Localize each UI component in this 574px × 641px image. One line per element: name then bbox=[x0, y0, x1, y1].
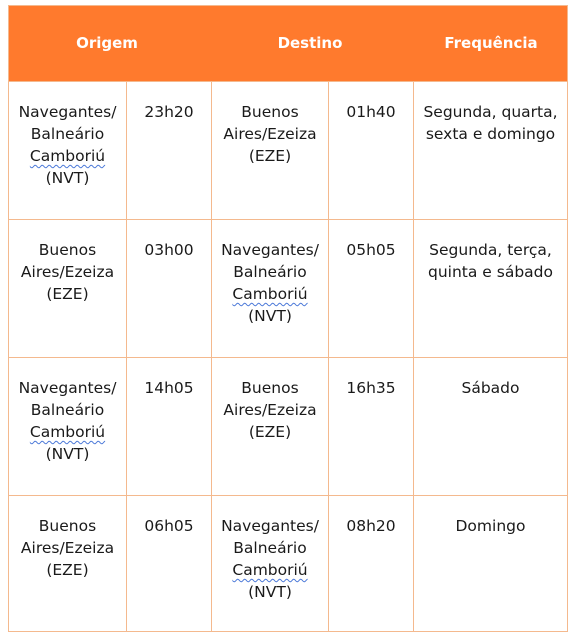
origin-cell bbox=[9, 358, 126, 495]
destination-cell bbox=[211, 358, 328, 495]
table-row bbox=[9, 81, 567, 219]
origin-line: Buenos bbox=[38, 241, 97, 259]
destination-line: Camboriú bbox=[232, 561, 308, 579]
origin-line: Navegantes/ bbox=[18, 379, 117, 397]
header-frequencia: Frequência bbox=[444, 34, 538, 52]
destination-line: (NVT) bbox=[248, 307, 292, 325]
departure-time-cell: 06h05 bbox=[126, 496, 211, 631]
destination-line: Aires/Ezeiza bbox=[223, 125, 317, 143]
destination-line: Camboriú bbox=[232, 285, 308, 303]
destination-line: (EZE) bbox=[248, 147, 292, 165]
header-origem: Origem bbox=[76, 34, 138, 52]
origin-line: Aires/Ezeiza bbox=[20, 263, 115, 281]
origin-line: Navegantes/ bbox=[18, 103, 117, 121]
destination-cell bbox=[211, 82, 328, 219]
frequency-line: Segunda, terça, bbox=[429, 241, 552, 259]
flight-schedule-table bbox=[8, 5, 568, 632]
arrival-time-cell: 01h40 bbox=[328, 82, 413, 219]
header-destino: Destino bbox=[277, 34, 343, 52]
frequency-cell bbox=[413, 496, 567, 631]
origin-line: (NVT) bbox=[45, 169, 90, 187]
origin-line: Camboriú bbox=[29, 423, 106, 441]
frequency-cell bbox=[413, 358, 567, 495]
origin-line: (EZE) bbox=[46, 561, 89, 579]
frequency-line: sexta e domingo bbox=[425, 125, 556, 143]
destination-line: Buenos bbox=[241, 103, 299, 121]
origin-cell bbox=[9, 220, 126, 357]
departure-time-cell: 23h20 bbox=[126, 82, 211, 219]
destination-line: Navegantes/ bbox=[221, 517, 319, 535]
frequency-line: Sábado bbox=[461, 379, 520, 397]
destination-line: (NVT) bbox=[248, 583, 292, 601]
table-row bbox=[9, 495, 567, 631]
destination-line: Balneário bbox=[233, 539, 307, 557]
destination-line: Navegantes/ bbox=[221, 241, 319, 259]
destination-cell bbox=[211, 220, 328, 357]
origin-cell bbox=[9, 496, 126, 631]
destination-line: (EZE) bbox=[248, 423, 292, 441]
destination-line: Buenos bbox=[241, 379, 299, 397]
arrival-time-cell: 08h20 bbox=[328, 496, 413, 631]
table-row bbox=[9, 219, 567, 357]
origin-line: Buenos bbox=[38, 517, 97, 535]
origin-line: (EZE) bbox=[46, 285, 89, 303]
destination-line: Aires/Ezeiza bbox=[223, 401, 317, 419]
frequency-line: quinta e sábado bbox=[428, 263, 553, 281]
frequency-cell bbox=[413, 220, 567, 357]
arrival-time-cell: 05h05 bbox=[328, 220, 413, 357]
destination-line: Balneário bbox=[233, 263, 307, 281]
origin-line: Balneário bbox=[30, 125, 105, 143]
origin-line: Camboriú bbox=[29, 147, 106, 165]
frequency-line: Segunda, quarta, bbox=[423, 103, 558, 121]
origin-line: Balneário bbox=[30, 401, 105, 419]
table-row bbox=[9, 357, 567, 495]
arrival-time-cell: 16h35 bbox=[328, 358, 413, 495]
origin-cell bbox=[9, 82, 126, 219]
frequency-line: Domingo bbox=[455, 517, 526, 535]
table-header bbox=[9, 6, 567, 81]
departure-time-cell: 03h00 bbox=[126, 220, 211, 357]
origin-line: Aires/Ezeiza bbox=[20, 539, 115, 557]
destination-cell bbox=[211, 496, 328, 631]
origin-line: (NVT) bbox=[45, 445, 90, 463]
departure-time-cell: 14h05 bbox=[126, 358, 211, 495]
frequency-cell bbox=[413, 82, 567, 219]
